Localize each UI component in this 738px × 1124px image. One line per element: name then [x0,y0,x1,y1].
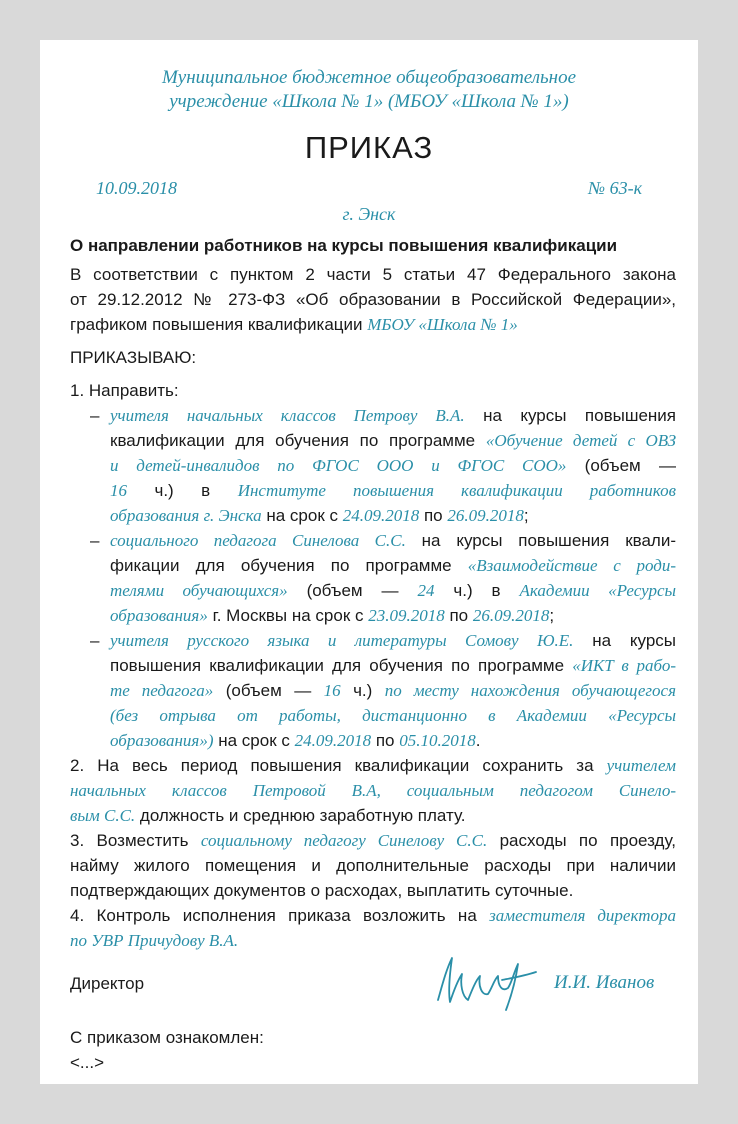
document-number: № 63-к [588,178,642,198]
school-reference: МБОУ «Школа № 1» [367,315,518,334]
organization-name [40,66,698,114]
item-1-a: – учителя начальных классов Петрову В.А. на курсы повышения квалификации для обучения по программе «Обучение детей с ОВЗ и детей-инвалидов по ФГОС ООО и ФГОС СОО» (объем — 16 ч.) в Институте повышения квалификации работников образования г. Энска на срок с 24.09.2018 по 26.09.2018; [70,403,676,528]
order-word: ПРИКАЗЫВАЮ: [70,348,197,367]
acknowledgement [70,1025,264,1075]
org-line-2: учреждение «Школа № 1» (МБОУ «Школа № 1») [169,91,569,112]
dash-marker: – [90,531,100,550]
signature-icon [432,950,542,1019]
item-1-heading: 1. Направить: [70,381,179,400]
item-2: 2. На весь период повышения квалификации сохранить за учителем начальных классов Петровой В.А, социальным педагогом Синело- вым С.С. должность и среднюю заработную плату. [70,756,676,825]
dash-marker: – [90,406,100,425]
document-title: ПРИКАЗ [304,130,434,165]
intro-line-2: от 29.12.2012 № 273-ФЗ «Об образовании в Российской Федерации», [70,290,676,309]
intro-line-1: В соответствии с пунктом 2 части 5 статьи 47 Федерального закона [70,265,676,284]
document-page [40,40,698,1084]
item-4: 4. Контроль исполнения приказа возложить на заместителя директора по УВР Причудову В.А. [70,906,676,950]
document-body [70,262,676,953]
dash-marker: – [90,631,100,650]
document-date: 10.09.2018 [96,178,177,198]
director-name: И.И. Иванов [554,972,655,993]
director-position: Директор [70,974,145,993]
ack-label: С приказом ознакомлен: [70,1028,264,1047]
intro-line-3: графиком повышения квалификации МБОУ «Школа № 1» [70,315,518,334]
ack-placeholder: <...> [70,1053,105,1072]
document-subject: О направлении работников на курсы повышения квалификации [70,236,618,255]
item-1-b: – социального педагога Синелова С.С. на курсы повышения квали- фикации для обучения по программе «Взаимодействие с роди- телями обучающихся» (объем — 24 ч.) в Академии «Ресурсы образования» г. Москвы на срок с 23.09.2018 по 26.09.2018; [70,528,676,628]
item-1-c: – учителя русского языка и литературы Сомову Ю.Е. на курсы повышения квалификации для обучения по программе «ИКТ в рабо- те педагога» (объем — 16 ч.) по месту нахождения обучающегося (без отрыва от работы, дистанционно в Академии «Ресурсы образования») на срок с 24.09.2018 по 05.10.2018. [70,628,676,753]
document-city: г. Энск [342,204,396,224]
org-line-1: Муниципальное бюджетное общеобразовательное [161,67,577,88]
item-3: 3. Возместить социальному педагогу Синелову С.С. расходы по проезду, найму жилого помещения и дополнительные расходы при наличии подтверждающих документов о расходах, выплатить суточные. [70,831,677,900]
